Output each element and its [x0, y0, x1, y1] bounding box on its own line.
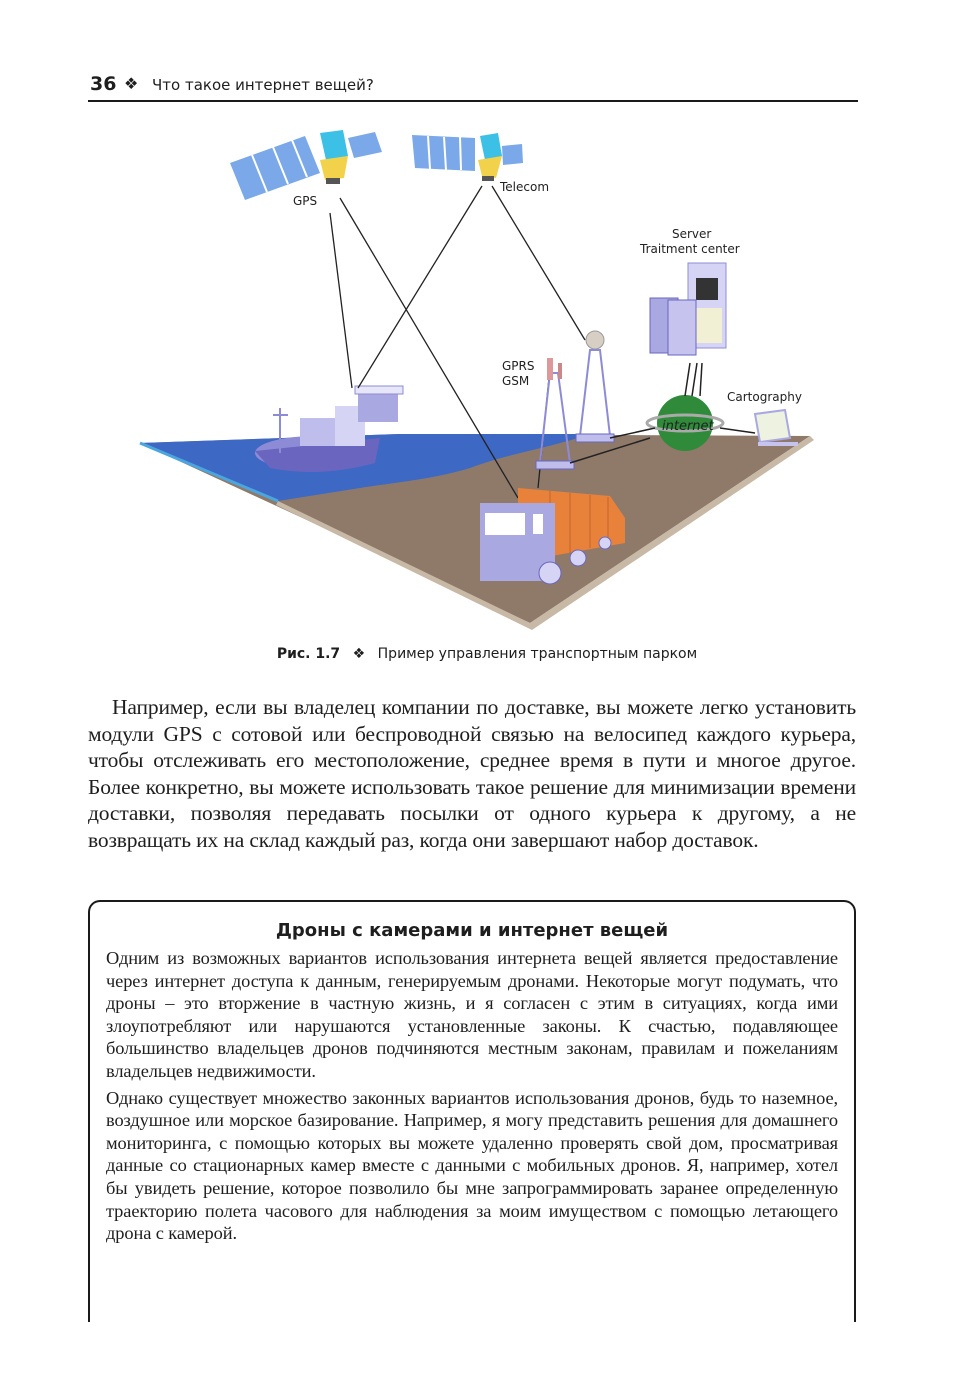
sidebar-box-paragraph-2: Однако существует множество законных вариантов использования дронов, будь то наземное, воздушное или морское базирование. Например, я могу представить решения для домашнего мониторинга, с помощью которых вы можете удаленно проверять свой дом, просматривая данные со стационарных камер вместе с данными с мобильных дронов. Я, например, хотел бы увидеть решение, которое позволило бы мне запрограммировать заранее определенную траекторию полета часового для наблюдения за моим имуществом с помощью летающего дрона с камерой. — [106, 1087, 838, 1244]
figure-number: Рис. 1.7 — [276, 646, 341, 662]
body-paragraph: Например, если вы владелец компании по доставке, вы можете легко установить модули GPS с сотовой или беспроводной связью на велосипед каждого курьера, чтобы отслеживать его местоположение, среднее время в пути и многое другое. Более конкретно, вы можете использовать такое решение для минимизации времени доставки, позволяя передавать посылки от одного курьера к другому, а не возвращать их на склад каждый раз, когда они завершают набор доставок. — [88, 695, 856, 852]
figure-caption — [0, 646, 974, 662]
sidebar-box-paragraph-1: Одним из возможных вариантов использования интернета вещей является предоставление через интернет доступа к данным, генерируемым дронами. Некоторые могут подумать, что дроны – это вторжение в частную жизнь, и я согласен с этим в ситуациях, когда ими злоупотребляют или нарушаются установленные законы. К счастью, подавляющее большинство владельцев дронов подчиняются местным законам, правилам и пожеланиям владельцев недвижимости. — [106, 948, 838, 1081]
gprs-label-line2: GSM — [502, 374, 530, 388]
caption-ornament-icon: ❖ — [352, 646, 366, 662]
internet-label: internet — [662, 419, 714, 434]
ornament-icon: ❖ — [124, 74, 139, 93]
telecom-label: Telecom — [500, 180, 550, 194]
chapter-title: Что такое интернет вещей? — [152, 76, 374, 94]
server-label-line2: Traitment center — [640, 242, 740, 256]
telecom-satellite-icon — [412, 133, 523, 181]
gps-satellite-icon — [230, 130, 382, 200]
sidebar-box — [88, 900, 856, 1322]
figure-illustration — [130, 118, 830, 638]
server-icon — [650, 263, 726, 355]
server-label-line1: Server — [672, 227, 712, 241]
gps-label: GPS — [293, 194, 318, 208]
running-header — [88, 70, 858, 102]
gprs-label-line1: GPRS — [502, 359, 535, 373]
antenna-tower-icon — [576, 331, 614, 442]
sidebar-box-title: Дроны с камерами и интернет вещей — [275, 920, 669, 941]
caption-text: Пример управления транспортным парком — [377, 646, 698, 662]
fleet-management-figure — [130, 118, 830, 638]
page-number: 36 — [90, 73, 117, 95]
cartography-label: Cartography — [727, 390, 802, 404]
